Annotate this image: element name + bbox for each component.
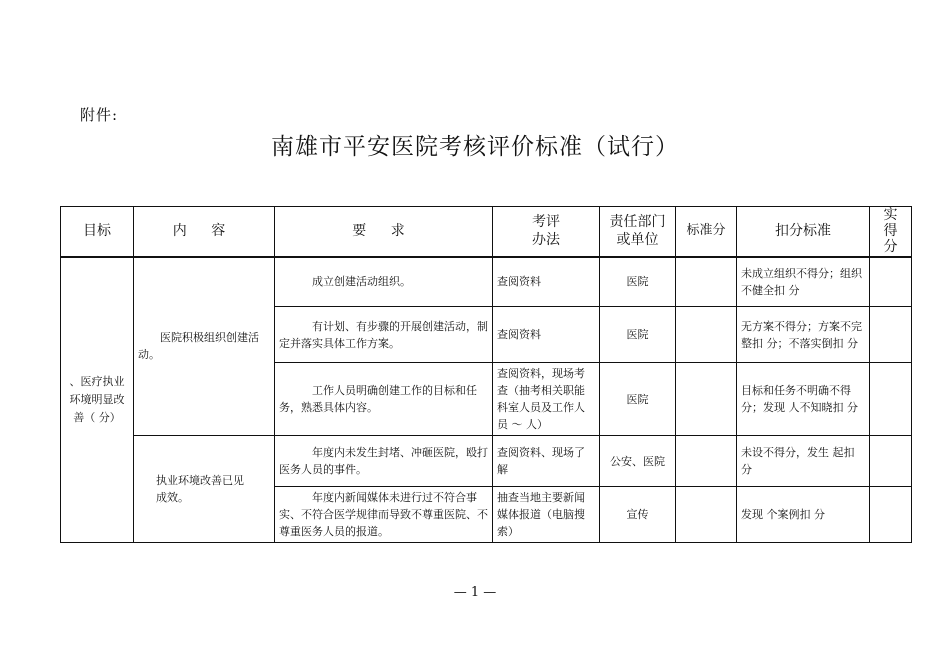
dept-cell: 医院 (600, 363, 676, 436)
header-score: 标准分 (676, 207, 737, 257)
requirement-cell: 成立创建活动组织。 (275, 257, 493, 307)
evaluation-criteria-table (60, 206, 912, 543)
header-method (493, 207, 600, 257)
dept-cell: 宣传 (600, 487, 676, 543)
header-content: 内 容 (134, 207, 275, 257)
requirement-cell: 工作人员明确创建工作的目标和任务，熟悉具体内容。 (275, 363, 493, 436)
header-target: 目标 (61, 207, 134, 257)
requirement-cell: 年度内未发生封堵、冲砸医院，殴打医务人员的事件。 (275, 436, 493, 487)
content-cell (134, 257, 275, 436)
score-cell (676, 307, 737, 363)
requirement-cell: 年度内新闻媒体未进行过不符合事实、不符合医学规律而导致不尊重医院、不尊重医务人员的报道。 (275, 487, 493, 543)
dept-cell: 医院 (600, 307, 676, 363)
actual-cell (870, 363, 912, 436)
score-cell (676, 487, 737, 543)
deduction-cell: 未设不得分，发生 起扣 分 (737, 436, 870, 487)
dept-cell: 公安、医院 (600, 436, 676, 487)
table-row (61, 257, 912, 307)
deduction-cell: 目标和任务不明确不得分；发现 人不知晓扣 分 (737, 363, 870, 436)
header-requirement: 要 求 (275, 207, 493, 257)
method-cell: 查阅资料、现场了解 (493, 436, 600, 487)
deduction-cell: 无方案不得分；方案不完整扣 分；不落实倒扣 分 (737, 307, 870, 363)
target-cell (61, 257, 134, 543)
actual-cell (870, 487, 912, 543)
actual-cell (870, 307, 912, 363)
method-cell: 查阅资料 (493, 307, 600, 363)
header-actual-text: 实得分 (883, 207, 898, 256)
header-method-text: 考评办法 (532, 214, 560, 249)
deduction-cell: 未成立组织不得分；组织不健全扣 分 (737, 257, 870, 307)
method-cell: 抽查当地主要新闻媒体报道（电脑搜索） (493, 487, 600, 543)
header-actual (870, 207, 912, 257)
dept-cell: 医院 (600, 257, 676, 307)
header-dept-text: 责任部门或单位 (609, 214, 666, 249)
attachment-label: 附件: (80, 106, 119, 124)
score-cell (676, 436, 737, 487)
header-dept (600, 207, 676, 257)
actual-cell (870, 257, 912, 307)
table-row (61, 436, 912, 487)
header-deduction: 扣分标准 (737, 207, 870, 257)
method-cell: 查阅资料 (493, 257, 600, 307)
score-cell (676, 257, 737, 307)
content-text: 医院积极组织创建活动。 (138, 331, 259, 362)
score-cell (676, 363, 737, 436)
deduction-cell: 发现 个案例扣 分 (737, 487, 870, 543)
method-cell: 查阅资料，现场考查（抽考相关职能科室人员及工作人员 ～ 人） (493, 363, 600, 436)
table-header-row (61, 207, 912, 257)
actual-cell (870, 436, 912, 487)
content-cell (134, 436, 275, 543)
target-text: 、医疗执业环境明显改善（ 分） (69, 374, 125, 424)
requirement-cell: 有计划、有步骤的开展创建活动，制定并落实具体工作方案。 (275, 307, 493, 363)
document-title: 南雄市平安医院考核评价标准（试行） (271, 134, 679, 160)
page-number: — 1 — (453, 585, 497, 600)
content-text: 执业环境改善已见成效。 (156, 474, 244, 504)
